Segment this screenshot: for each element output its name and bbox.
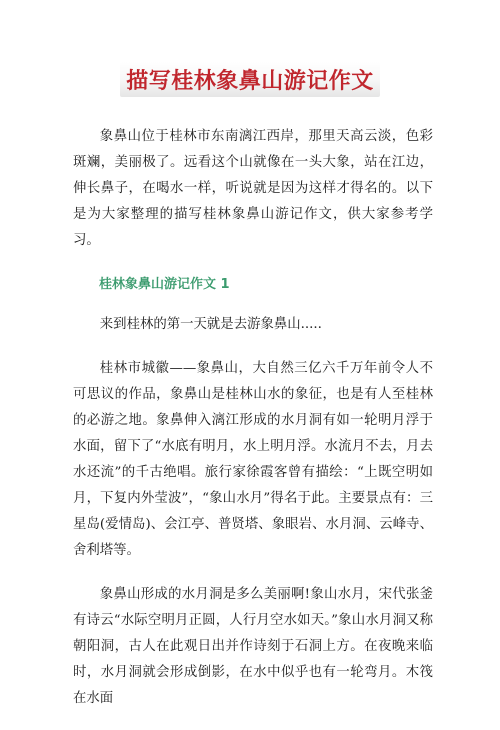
body-paragraph: 来到桂林的第一天就是去游象鼻山..... — [99, 317, 322, 332]
intro-paragraph: 象鼻山位于桂林市东南漓江西岸，那里天高云淡，色彩斑斓，美丽极了。远看这个山就像在一头大象，站在江边，伸长鼻子，在喝水一样，听说就是因为这样才得名的。以下是为大家整理的描写桂林象鼻山游记作文，供大家参考学习。 — [73, 129, 433, 248]
document-title: 描写桂林象鼻山游记作文 — [120, 62, 380, 97]
document-body — [73, 124, 433, 730]
body-paragraph: 桂林市城徽——象鼻山，大自然三亿六千万年前令人不可思议的作品，象鼻山是桂林山水的象征，也是有人至桂林的必游之地。象鼻伸入漓江形成的水月洞有如一轮明月浮于水面，留下了“水底有明月，水上明月浮。水流月不去，月去水还流”的千古绝唱。旅行家徐霞客曾有描绘：“上既空明如月，下复内外莹波”，“象山水月”得名于此。主要景点有：三星岛(爱情岛)、会江亭、普贤塔、象眼岩、水月洞、云峰寺、舍利塔等。 — [73, 361, 433, 558]
section-heading: 桂林象鼻山游记作文 1 — [99, 277, 230, 292]
document-title-wrap — [0, 62, 500, 97]
body-paragraph: 象鼻山形成的水月洞是多么美丽啊!象山水月，宋代张釜有诗云“水际空明月正圆，人行月空水如天。”象山水月洞又称朝阳洞，古人在此观日出并作诗刻于石洞上方。在夜晚来临时，水月洞就会形成倒影，在水中似乎也有一轮弯月。木筏在水面 — [73, 587, 433, 706]
